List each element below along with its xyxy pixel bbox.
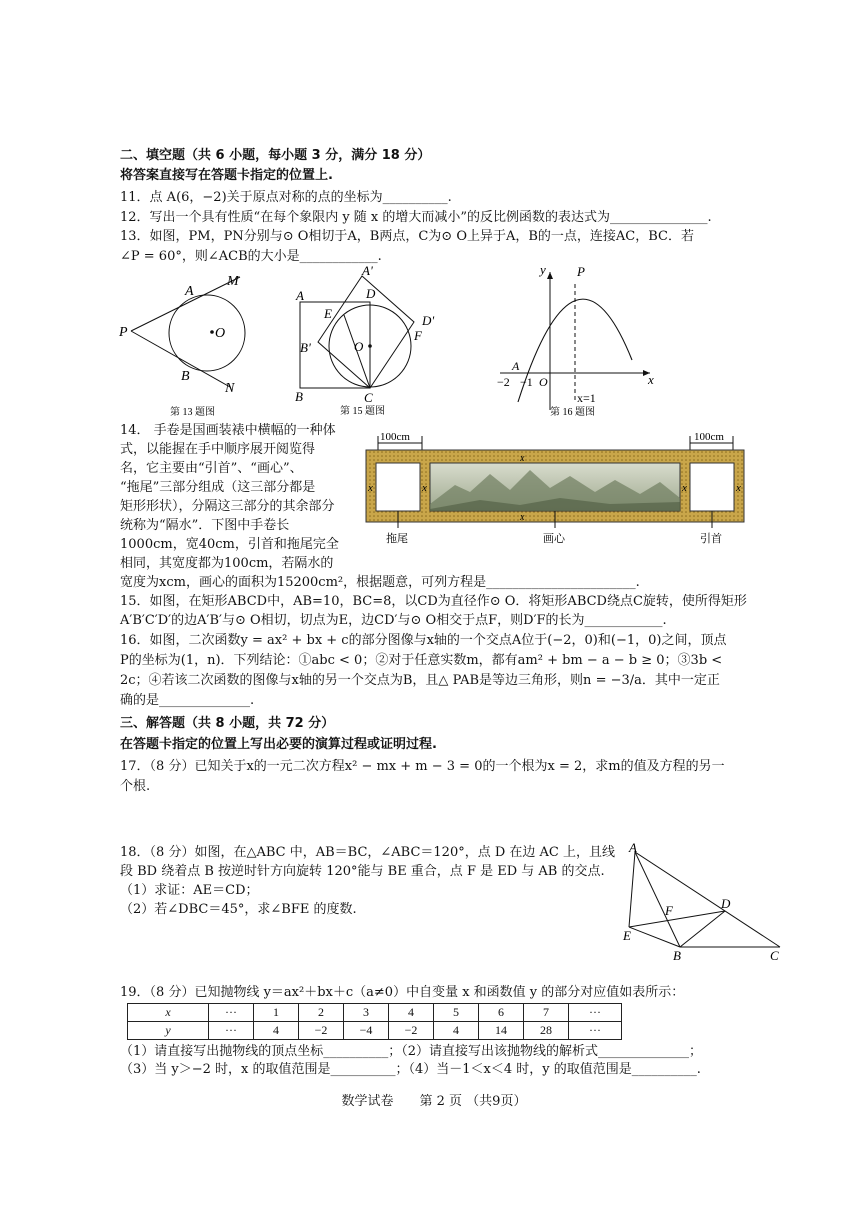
svg-text:B: B — [295, 389, 303, 404]
svg-text:−2: −2 — [497, 375, 510, 389]
question-14-line3: 名，它主要由“引首”、“画心”、 — [120, 461, 303, 476]
figure-15-caption: 第 15 题图 — [340, 406, 385, 417]
label-P: P — [119, 325, 128, 340]
question-14-line5: 矩形形状），分隔这三部分的其余部分 — [120, 499, 335, 514]
svg-text:E: E — [623, 928, 631, 943]
question-13-line1: 13．如图，PM，PN分别与⊙ O相切于A，B两点，C为⊙ O上异于A，B的一点，连接AC，BC．若 — [120, 229, 694, 244]
question-13-line2: ∠P = 60°，则∠ACB的大小是____________. — [120, 249, 382, 264]
section2-title: 二、填空题（共 6 小题，每小题 3 分，满分 18 分） — [120, 148, 431, 163]
svg-text:C: C — [364, 390, 373, 405]
svg-text:A: A — [629, 840, 637, 855]
svg-text:O: O — [539, 375, 548, 389]
svg-text:y: y — [540, 262, 546, 277]
svg-text:−1: −1 — [520, 375, 533, 389]
label-tail: 拖尾 — [386, 533, 408, 545]
section2-instruction: 将答案直接写在答题卡指定的位置上. — [120, 168, 333, 183]
svg-text:x: x — [520, 453, 525, 464]
table-row-x: x ··· 1 2 3 4 5 6 7 ··· — [128, 1004, 622, 1022]
label-center: 画心 — [543, 533, 565, 545]
svg-text:B: B — [673, 948, 681, 963]
question-16-line1: 16．如图，二次函数y = ax² + bx + c的部分图像与x轴的一个交点A位于(−2，0)和(−1，0)之间，顶点 — [120, 633, 727, 648]
svg-text:x: x — [682, 482, 687, 494]
svg-text:x: x — [648, 372, 654, 387]
svg-text:A': A' — [362, 263, 373, 278]
question-14-line8: 相同，其宽度都为100cm，若隔水的 — [120, 556, 334, 571]
label-M: M — [227, 274, 239, 289]
label-O: O — [215, 326, 226, 341]
scroll-figure — [360, 430, 750, 548]
question-19-line2: （3）当 y＞−2 时，x 的取值范围是__________；（4）当－1＜x＜4 时，y 的取值范围是__________. — [120, 1062, 701, 1077]
figure-18 — [615, 840, 790, 965]
figure-13-caption: 第 13 题图 — [170, 407, 215, 418]
svg-text:C: C — [770, 948, 779, 963]
figure-16-caption: 第 16 题图 — [550, 407, 595, 418]
question-16-line3: 2c；④若该二次函数的图像与x轴的另一个交点为B，且△ PAB是等边三角形，则n = −3/a．其中一定正 — [120, 673, 720, 688]
question-14-line6: 统称为“隔水”．下图中手卷长 — [120, 518, 290, 533]
question-16-line2: P的坐标为(1，n)．下列结论：①abc < 0；②对于任意实数m，都有am² + bm − a − b ≥ 0；③3b < — [120, 653, 723, 668]
svg-text:F: F — [414, 328, 422, 343]
dim-left: 100cm — [380, 431, 410, 443]
question-18-part1: （1）求证：AE＝CD； — [120, 883, 259, 898]
svg-text:A: A — [296, 288, 304, 303]
svg-text:P: P — [577, 264, 585, 279]
question-17-line2: 个根. — [120, 779, 151, 794]
label-head: 引首 — [700, 533, 722, 545]
question-14-last-line: 宽度为xcm，画心的面积为15200cm²，根据题意，可列方程是_______________________. — [120, 575, 640, 590]
figure-16 — [490, 260, 665, 420]
label-A: A — [185, 284, 194, 299]
question-18-part2: （2）若∠DBC＝45°，求∠BFE 的度数. — [120, 902, 357, 917]
svg-text:D: D — [366, 286, 376, 301]
question-19-intro: 19．（8 分）已知抛物线 y＝ax²＋bx＋c（a≠0）中自变量 x 和函数值 y 的部分对应值如表所示： — [120, 985, 685, 1000]
section3-title: 三、解答题（共 8 小题，共 72 分） — [120, 716, 335, 731]
question-16-line4: 确的是______________. — [120, 693, 255, 708]
question-11: 11．点 A(6，−2)关于原点对称的点的坐标为__________. — [120, 190, 452, 205]
section3-instruction: 在答题卡指定的位置上写出必要的演算过程或证明过程. — [120, 737, 437, 752]
value-table — [127, 1003, 622, 1040]
svg-text:x: x — [368, 482, 373, 494]
svg-text:F: F — [665, 903, 673, 918]
svg-text:B': B' — [300, 340, 311, 355]
question-15-line2: A′B′C′D′的边A′B′与⊙ O相切，切点为E，边CD′与⊙ O相交于点F，则D′F的长为____________. — [120, 613, 667, 628]
svg-text:x=1: x=1 — [577, 391, 596, 405]
svg-text:x: x — [422, 482, 427, 494]
label-N: N — [225, 381, 235, 396]
question-15-line1: 15．如图，在矩形ABCD中，AB=10，BC=8，以CD为直径作⊙ O．将矩形ABCD绕点C旋转，使所得矩形 — [120, 594, 747, 609]
table-row-y: y ··· 4 −2 −4 −2 4 14 28 ··· — [128, 1022, 622, 1040]
question-18-line2: 段 BD 绕着点 B 按逆时针方向旋转 120°能与 BE 重合，点 F 是 ED 与 AB 的交点. — [120, 864, 605, 879]
dim-right: 100cm — [694, 431, 724, 443]
question-18-line1: 18．（8 分）如图，在△ABC 中，AB＝BC，∠ABC＝120°，点 D 在边 AC 上，且线 — [120, 845, 616, 860]
svg-text:O: O — [354, 339, 364, 354]
question-14-line2: 式，以能握在手中顺序展开阅览得 — [120, 442, 316, 457]
svg-text:A: A — [512, 359, 520, 373]
question-14-line1: 14． 手卷是国画装裱中横幅的一种体 — [120, 423, 336, 438]
svg-text:D: D — [721, 896, 731, 911]
question-12: 12．写出一个具有性质“在每个象限内 y 随 x 的增大而减小”的反比例函数的表达式为_______________. — [120, 210, 712, 225]
svg-text:D': D' — [422, 313, 435, 328]
question-14-line4: “拖尾”三部分组成（这三部分都是 — [120, 480, 316, 495]
svg-text:E: E — [324, 306, 332, 321]
page-footer: 数学试卷 第 2 页 （共9页） — [341, 1094, 527, 1109]
label-B: B — [181, 369, 190, 384]
question-14-line7: 1000cm，宽40cm，引首和拖尾完全 — [120, 537, 339, 552]
svg-text:x: x — [736, 482, 741, 494]
question-17-line1: 17．（8 分）已知关于x的一元二次方程x² − mx + m − 3 = 0的一个根为x = 2，求m的值及方程的另一 — [120, 759, 725, 774]
figure-13 — [115, 265, 265, 420]
svg-text:x: x — [520, 512, 525, 523]
figure-15 — [290, 262, 440, 422]
question-19-line1: （1）请直接写出抛物线的顶点坐标__________；（2）请直接写出该抛物线的解析式______________； — [120, 1044, 703, 1059]
